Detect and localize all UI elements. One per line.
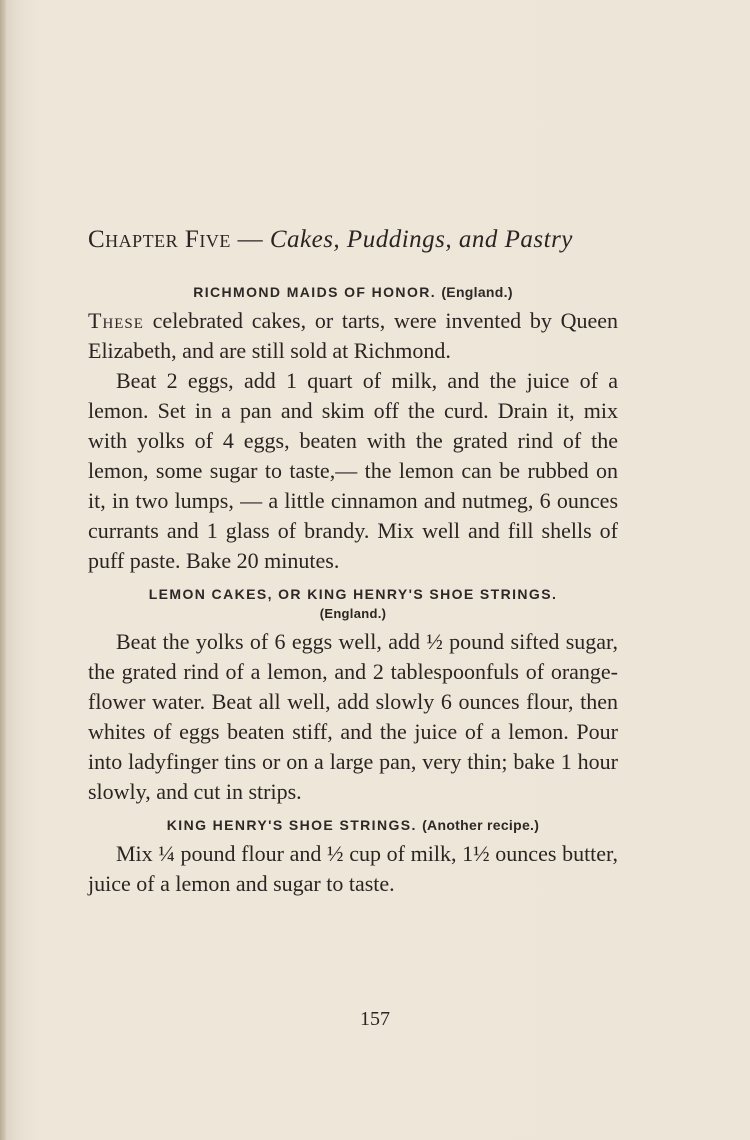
recipe-origin: (England.) <box>441 284 513 300</box>
recipe-title-richmond <box>88 284 618 300</box>
recipe-method-paragraph: Beat 2 eggs, add 1 quart of milk, and the juice of a lemon. Set in a pan and skim off the curd. Drain it, mix with yolks of 4 eggs, beaten with the grated rind of the lemon, some sugar to taste,— the lemon can be rubbed on it, in two lumps, — a little cinnamon and nutmeg, 6 ounces currants and 1 glass of brandy. Mix well and fill shells of puff paste. Bake 20 minutes. <box>88 368 618 573</box>
recipe-origin: (Another recipe.) <box>422 817 540 833</box>
recipe-title-shoe-strings <box>88 817 618 833</box>
recipe-title-lemon-cakes <box>88 586 618 602</box>
lead-word: These <box>88 308 144 333</box>
recipe-title-text: LEMON CAKES, OR KING HENRY'S SHOE STRINGS. <box>148 586 558 602</box>
recipe-method-paragraph: Beat the yolks of 6 eggs well, add ½ pound sifted sugar, the grated rind of a lemon, and 2 tablespoonfuls of orange-flower water. Beat all well, add slowly 6 ounces flour, then whites of eggs beaten stiff, and the juice of a lemon. Pour into ladyfinger tins or on a large pan, very thin; bake 1 hour slowly, and cut in strips. <box>88 629 618 804</box>
page-content <box>88 226 618 899</box>
recipe-intro-paragraph <box>88 306 618 366</box>
chapter-dash: — <box>230 226 270 253</box>
page-number: 157 <box>360 1008 390 1030</box>
chapter-prefix: Chapter Five <box>88 226 231 253</box>
chapter-subtitle: Cakes, Puddings, and Pastry <box>269 226 573 253</box>
recipe-origin: (England.) <box>319 606 387 621</box>
intro-text: celebrated cakes, or tarts, were invented by Queen Elizabeth, and are still sold at Richmond. <box>88 308 618 363</box>
recipe-method-paragraph: Mix ¼ pound flour and ½ cup of milk, 1½ ounces butter, juice of a lemon and sugar to taste. <box>88 841 618 896</box>
recipe-title-text: RICHMOND MAIDS OF HONOR. <box>193 284 437 300</box>
chapter-heading <box>88 226 618 254</box>
recipe-title-text: KING HENRY'S SHOE STRINGS. <box>166 817 417 833</box>
page-binding-edge <box>0 0 6 1140</box>
